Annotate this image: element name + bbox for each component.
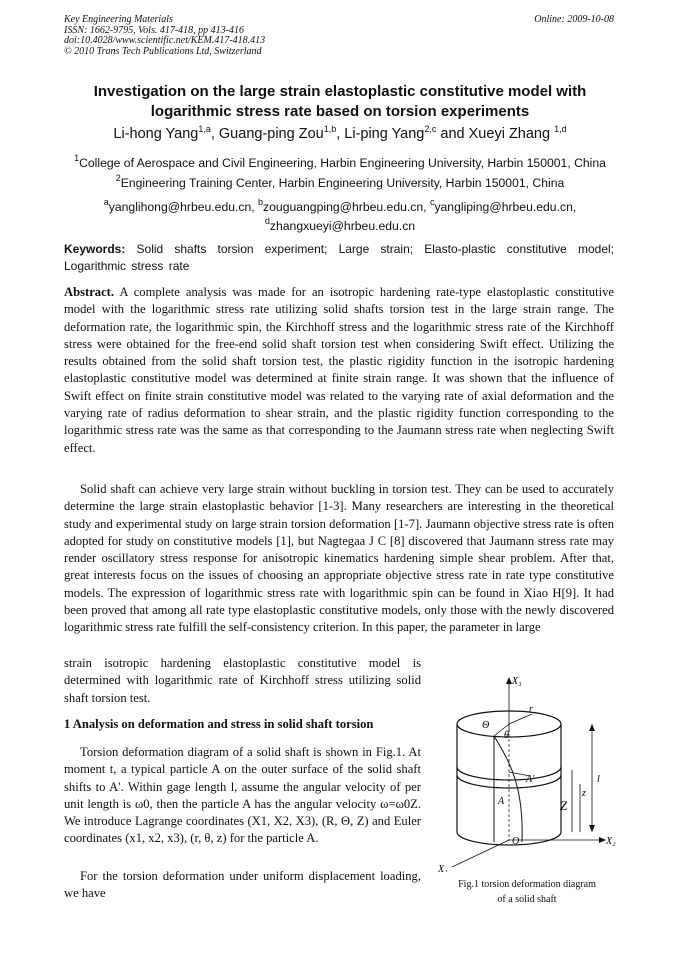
label-l: l bbox=[597, 774, 600, 785]
affiliation-sup: 2 bbox=[115, 173, 121, 183]
label-z-lower: z bbox=[582, 788, 586, 799]
caption-line-2: of a solid shaft bbox=[497, 894, 557, 905]
journal-header bbox=[64, 15, 265, 57]
intro-paragraph: Solid shaft can achieve very large strain without buckling in torsion test. They can be used to accurately determine the large strain elastoplastic behavior [1-3]. Many researchers are interesting in the theoretical study and experimental study on large strain torsion deformation [1-7]. Jaumann objective stress rate is often adopted for study on constitutive models [1], but Nagtegaa J C [8] discovered that Jaumann stress rate may render oscillatory stress response for anisotropic kinematics hardening simple shear problem. After that, great interests focus on the issues of choosing an appropriate objective stress rate in rate type constitutive models. The expression of logarithmic stress rate with logarithmic spin can be found in Xiao H[9]. It had been proved that among all rate type elastoplastic constitutive models, only those with the newly discovered logarithmic stress rate fulfill the self-consistency criterion. In this paper, the parameter in large bbox=[64, 482, 614, 635]
label-z-upper: Z bbox=[560, 798, 568, 813]
author-sep: , bbox=[336, 126, 345, 142]
email-sup: a bbox=[103, 197, 109, 207]
copyright-line: © 2010 Trans Tech Publications Ltd, Switzerland bbox=[64, 45, 262, 57]
author-name: Guang-ping Zou bbox=[218, 126, 324, 142]
label-theta: θ bbox=[504, 730, 509, 741]
keywords bbox=[64, 241, 614, 275]
torsion-diagram bbox=[432, 672, 622, 872]
keywords-label: Keywords: bbox=[64, 242, 126, 256]
title-line-1: Investigation on the large strain elastoplastic constitutive model with bbox=[93, 83, 587, 100]
affiliation-2 bbox=[40, 173, 640, 190]
affiliation-text: Engineering Training Center, Harbin Engineering University, Harbin 150001, China bbox=[120, 176, 565, 190]
issn-line: ISSN: 1662-9795, Vols. 417-418, pp 413-416 bbox=[64, 24, 244, 36]
label-x1: X₁ bbox=[438, 864, 448, 872]
figure-caption bbox=[432, 877, 622, 907]
email-line-1 bbox=[40, 197, 640, 214]
journal-name: Key Engineering Materials bbox=[64, 14, 173, 25]
email-link[interactable]: yanglihong@hrbeu.edu.cn, bbox=[108, 200, 259, 214]
caption-line-1: Fig.1 torsion deformation diagram bbox=[458, 879, 596, 890]
intro-paragraph-continued: strain isotropic hardening elastoplastic constitutive model is determined with logarithmic rate of Kirchhoff stress utilizing solid shaft torsion test. bbox=[64, 656, 421, 705]
keywords-text: Solid shafts torsion experiment; Large strain; Elasto-plastic constitutive model; Logarithmic stress rate bbox=[64, 242, 614, 273]
label-r: r bbox=[529, 704, 533, 715]
author-name: Xueyi Zhang bbox=[468, 126, 555, 142]
label-a: A bbox=[498, 796, 505, 807]
doi-line: doi:10.4028/www.scientific.net/KEM.417-418.413 bbox=[64, 35, 266, 46]
email-link[interactable]: zhangxueyi@hrbeu.edu.cn bbox=[269, 219, 416, 233]
author-sep: , bbox=[210, 126, 219, 142]
affiliation-sup: 1 bbox=[74, 153, 80, 163]
email-line-2 bbox=[40, 216, 640, 233]
email-link[interactable]: zouguangping@hrbeu.edu.cn, bbox=[263, 200, 430, 214]
email-sup: d bbox=[264, 216, 270, 226]
email-sup: b bbox=[258, 197, 264, 207]
label-x3: X₃ bbox=[512, 676, 522, 687]
section-paragraph-2: For the torsion deformation under uniform displacement loading, we have bbox=[64, 869, 421, 901]
affiliation-text: College of Aerospace and Civil Engineering, Harbin Engineering University, Harbin 150001, China bbox=[79, 156, 606, 170]
figure-1 bbox=[432, 672, 622, 905]
affiliation-1 bbox=[40, 153, 640, 170]
abstract-text: A complete analysis was made for an isotropic hardening rate-type elastoplastic constitutive model with the logarithmic stress rate utilizing solid shafts torsion test in the large strain range. The deformation rate, the logarithmic spin, the Kirchhoff stress and the logarithmic stress rate of the Kirchhoff stress were obtained for the free-end solid shaft torsion test when considering Swift effect. Utilizing the results obtained from the solid shaft torsion test, the plastic rigidity function in the isotropic hardening elastoplastic constitutive model was determined at finite strain range. It was shown that the influence of Swift effect on finite strain constitutive model was related to the varying rate of axial deformation and the varying rate of radius deformation to shear strain, and the plastic rigidity function corresponding to the logarithmic stress rate was the same as that corresponding to the Jaumann stress rate when neglecting Swift effect. bbox=[64, 285, 614, 455]
label-theta-cap: Θ bbox=[482, 720, 490, 731]
label-origin: O bbox=[512, 836, 520, 847]
label-a-prime: A' bbox=[526, 774, 535, 785]
author-name: Li-hong Yang bbox=[113, 126, 199, 142]
author-name: Li-ping Yang bbox=[344, 126, 425, 142]
label-x2: X₂ bbox=[606, 836, 616, 847]
email-sup: c bbox=[429, 197, 435, 207]
section-paragraph-1: Torsion deformation diagram of a solid shaft is shown in Fig.1. At moment t, a typical particle A on the outer surface of the solid shaft shifts to A'. Within gage length l, assume the angular velocity of per unit length is ω0, then the particle A has the angular velocity ω=ω0Z. We introduce Lagrange coordinates (X1, X2, X3), (R, Θ, Z) and Euler coordinates (x1, x2, x3), (r, θ, z) for the particle A. bbox=[64, 745, 421, 846]
section-heading: 1 Analysis on deformation and stress in solid shaft torsion bbox=[64, 717, 374, 731]
title-line-2: logarithmic stress rate based on torsion experiments bbox=[150, 103, 530, 120]
abstract bbox=[64, 284, 614, 457]
email-link[interactable]: yangliping@hrbeu.edu.cn, bbox=[434, 200, 577, 214]
author-list bbox=[40, 126, 640, 142]
author-sup: 1,a bbox=[198, 124, 211, 134]
author-sep: and bbox=[436, 126, 469, 142]
paper-title bbox=[60, 82, 620, 122]
online-date: Online: 2009-10-08 bbox=[534, 14, 614, 25]
author-sup: 2,c bbox=[424, 124, 437, 134]
author-sup: 1,b bbox=[323, 124, 337, 134]
author-sup: 1,d bbox=[554, 124, 567, 134]
abstract-label: Abstract. bbox=[64, 285, 115, 299]
